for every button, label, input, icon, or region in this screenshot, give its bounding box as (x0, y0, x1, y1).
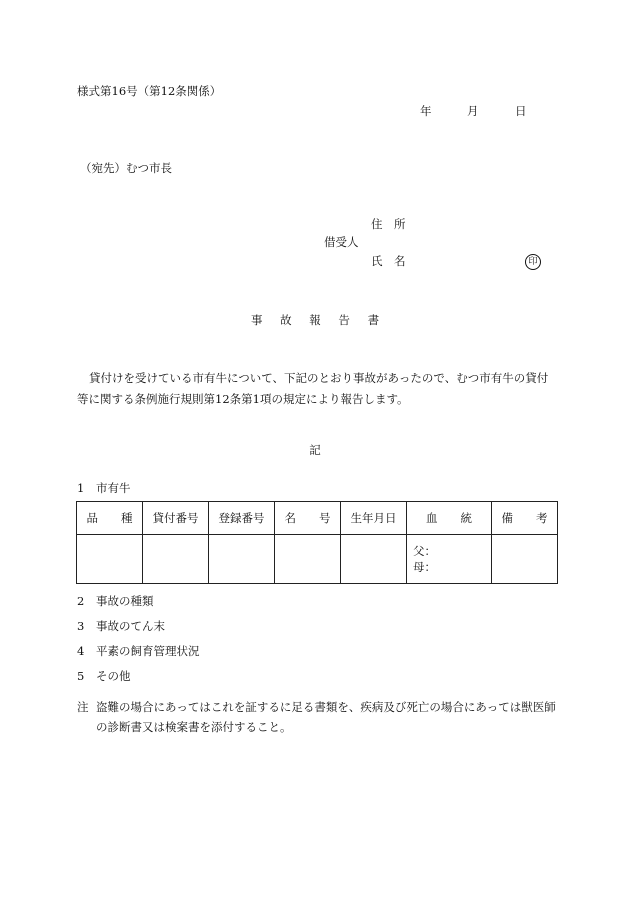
section-number: 3 (77, 619, 85, 633)
cell-pedigree (407, 535, 492, 584)
section-label: 事故のてん末 (96, 619, 165, 633)
header-name: 名 号 (275, 502, 341, 535)
title-char: 書 (367, 313, 380, 327)
header-birth-date: 生年月日 (341, 502, 407, 535)
section-label: 事故の種類 (96, 594, 154, 608)
section-4 (77, 646, 200, 658)
seal-mark (525, 254, 541, 270)
name-label: 氏 名 (371, 254, 406, 268)
note (77, 697, 557, 737)
note-head: 注 (77, 700, 89, 714)
section-label: 平素の飼育管理状況 (96, 644, 200, 658)
date-month-label: 月 (467, 104, 479, 118)
mother-label: 母： (413, 560, 436, 574)
cell-breed (77, 535, 143, 584)
section-label: 市有牛 (96, 481, 131, 495)
cattle-table (76, 501, 558, 584)
section-5 (77, 671, 131, 683)
cell-name (275, 535, 341, 584)
section-number: 2 (77, 594, 85, 608)
seal-icon: 印 (525, 254, 541, 270)
header-registration-number: 登録番号 (209, 502, 275, 535)
section-number: 1 (77, 481, 85, 495)
table-header-row (77, 502, 558, 535)
title-char: 事 (250, 313, 263, 327)
cell-loan-number (143, 535, 209, 584)
section-3 (77, 621, 165, 633)
header-loan-number: 貸付番号 (143, 502, 209, 535)
body-paragraph: 貸付けを受けている市有牛について、下記のとおり事故があったので、むつ市有牛の貸付等に関する条例施行規則第12条第1項の規定により報告します。 (77, 371, 549, 406)
form-number: 様式第16号（第12条関係） (77, 84, 222, 98)
section-2 (77, 596, 154, 608)
header-pedigree: 血 統 (407, 502, 492, 535)
title-char: 告 (338, 313, 350, 327)
cell-remarks (492, 535, 558, 584)
ki-heading: 記 (309, 443, 321, 457)
title-char: 報 (309, 313, 321, 327)
note-text: 盗難の場合にあってはこれを証するに足る書類を、疾病及び死亡の場合にあっては獣医師の診断書又は検案書を添付すること。 (96, 700, 556, 734)
section-label: その他 (96, 669, 131, 683)
section-number: 5 (77, 669, 85, 683)
header-remarks: 備 考 (492, 502, 558, 535)
date-year-label: 年 (420, 104, 432, 118)
borrower-label: 借受人 (324, 235, 359, 249)
section-number: 4 (77, 644, 85, 658)
date-day-label: 日 (515, 104, 527, 118)
table-row (77, 535, 558, 584)
header-breed: 品 種 (77, 502, 143, 535)
title-char: 故 (280, 313, 292, 327)
document-title (0, 315, 630, 327)
father-label: 父： (413, 544, 436, 558)
cell-birth-date (341, 535, 407, 584)
cell-registration-number (209, 535, 275, 584)
section-1 (77, 483, 131, 495)
address-label: 住 所 (371, 217, 406, 231)
addressee: （宛先）むつ市長 (80, 161, 172, 175)
